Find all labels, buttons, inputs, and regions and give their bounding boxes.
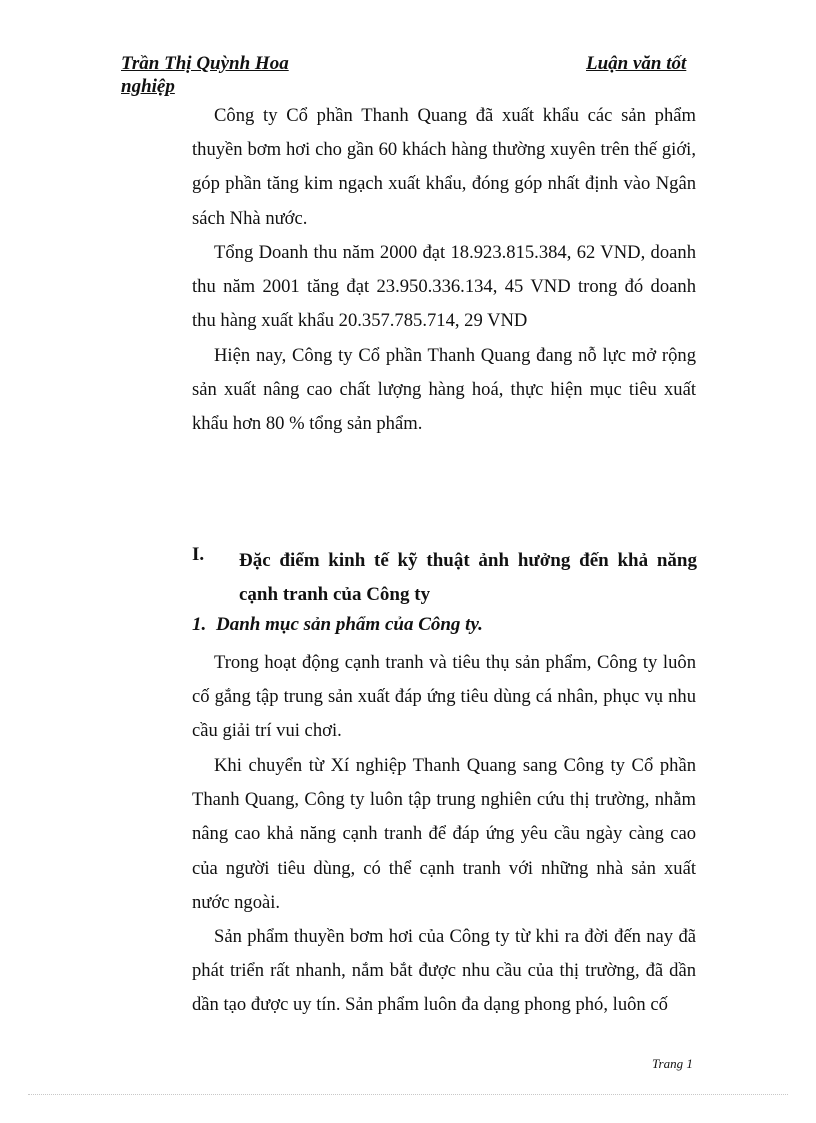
paragraph: Khi chuyển từ Xí nghiệp Thanh Quang sang Công ty Cổ phần Thanh Quang, Công ty luôn tập trung nghiên cứu thị trường, nhằm nâng cao khả năng cạnh tranh để đáp ứng yêu cầu ngày càng cao của người tiêu dùng, có thể cạnh tranh với những nhà sản xuất nước ngoài. [192, 755, 696, 913]
page-number: Trang 1 [652, 1056, 693, 1071]
subsection-number: 1. [192, 614, 207, 635]
paragraph: Tổng Doanh thu năm 2000 đạt 18.923.815.384, 62 VND, doanh thu năm 2001 tăng đạt 23.950.336.134, 45 VND trong đó doanh thu hàng xuất khẩu 20.357.785.714, 29 VND [192, 242, 696, 332]
section-number: I. [192, 544, 205, 565]
paragraph: Hiện nay, Công ty Cổ phần Thanh Quang đang nỗ lực mở rộng sản xuất nâng cao chất lượng hàng hoá, thực hiện mục tiêu xuất khẩu hơn 80 % tổng sản phẩm. [192, 345, 696, 435]
page-bottom-divider [28, 1094, 788, 1095]
paragraph: Công ty Cổ phần Thanh Quang đã xuất khẩu các sản phẩm thuyền bơm hơi cho gần 60 khách hàng thường xuyên trên thế giới, góp phần tăng kim ngạch xuất khẩu, đóng góp nhất định vào Ngân sách Nhà nước. [192, 105, 696, 229]
header-author: Trần Thị Quỳnh Hoa [121, 53, 289, 74]
paragraph: Trong hoạt động cạnh tranh và tiêu thụ sản phẩm, Công ty luôn cố gắng tập trung sản xuất đáp ứng tiêu dùng cá nhân, phục vụ nhu cầu giải trí vui chơi. [192, 652, 696, 742]
header-title: Luận văn tốt [586, 53, 687, 74]
paragraph: Sản phẩm thuyền bơm hơi của Công ty từ khi ra đời đến nay đã phát triển rất nhanh, nắm bắt được nhu cầu của thị trường, đã dần dần tạo được uy tín. Sản phẩm luôn đa dạng phong phó, luôn cố [192, 926, 696, 1016]
header-title-continuation: nghiệp [121, 76, 175, 97]
subsection-title: Danh mục sản phẩm của Công ty. [216, 614, 483, 635]
subsection-heading [192, 614, 483, 636]
section-heading: Đặc điểm kinh tế kỹ thuật ảnh hưởng đến khả năng cạnh tranh của Công ty [239, 550, 697, 605]
